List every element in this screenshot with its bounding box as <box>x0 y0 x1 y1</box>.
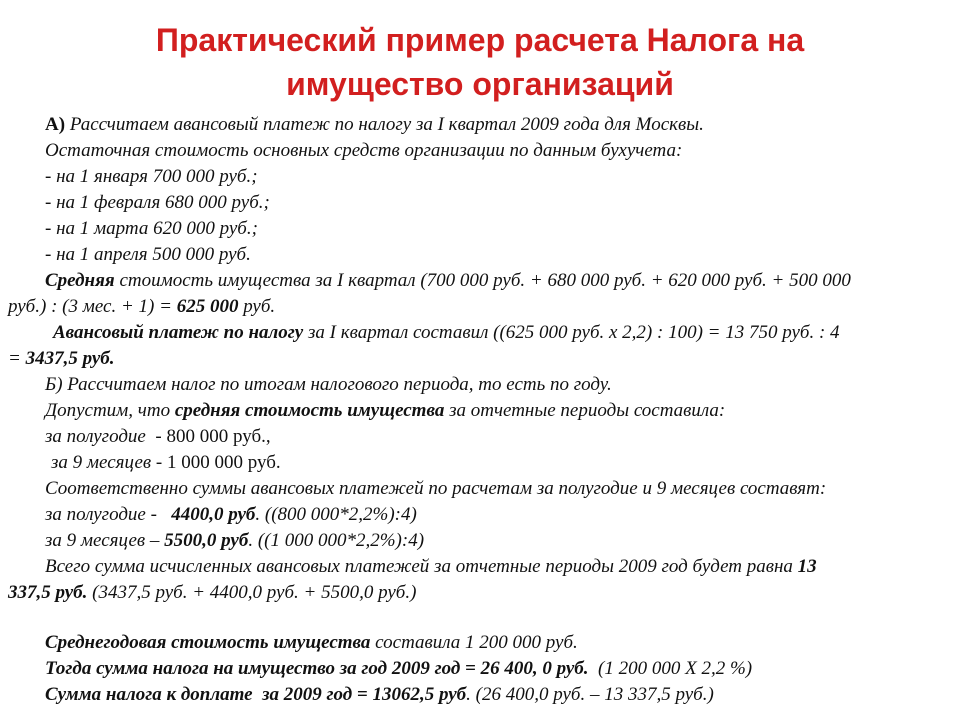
adv-half-line: за полугодие - 4400,0 руб. ((800 000*2,2%):4) <box>45 504 417 525</box>
total-line-2: 337,5 руб. (3437,5 руб. + 4400,0 руб. + 5500,0 руб.) <box>8 582 417 603</box>
half-year-line: за полугодие - 800 000 руб., <box>45 426 271 447</box>
slide-title-line-2: имущество организаций <box>286 66 674 102</box>
advance-line-2: = 3437,5 руб. <box>8 348 115 369</box>
date-line: - на 1 января 700 000 руб.; <box>45 166 258 187</box>
section-a-intro: А) Рассчитаем авансовый платеж по налогу за I квартал 2009 года для Москвы. <box>45 114 704 135</box>
annual-average-line: Среднегодовая стоимость имущества составила 1 200 000 руб. <box>45 632 578 653</box>
slide-title <box>0 18 960 106</box>
slide-title-line-1: Практический пример расчета Налога на <box>155 22 805 58</box>
slide-body <box>8 112 952 708</box>
extra-payment-line: Сумма налога к доплате за 2009 год = 13062,5 руб. (26 400,0 руб. – 13 337,5 руб.) <box>45 684 714 705</box>
average-line-1: Средняя стоимость имущества за I квартал (700 000 руб. + 680 000 руб. + 620 000 руб. + 500 000 <box>45 270 851 291</box>
annual-tax-line: Тогда сумма налога на имущество за год 2009 год = 26 400, 0 руб. (1 200 000 Х 2,2 %) <box>45 658 753 679</box>
average-line-2: руб.) : (3 мес. + 1) = 625 000 руб. <box>8 296 276 317</box>
advance-intro: Соответственно суммы авансовых платежей по расчетам за полугодие и 9 месяцев составят: <box>45 478 827 499</box>
date-line: - на 1 февраля 680 000 руб.; <box>45 192 270 213</box>
nine-months-line: за 9 месяцев - 1 000 000 руб. <box>51 452 281 473</box>
assume-line: Допустим, что средняя стоимость имущества за отчетные периоды составила: <box>45 400 726 421</box>
residual-intro: Остаточная стоимость основных средств организации по данным бухучета: <box>45 140 683 161</box>
advance-line-1: Авансовый платеж по налогу за I квартал составил ((625 000 руб. х 2,2) : 100) = 13 750 руб. : 4 <box>53 322 840 343</box>
spacer <box>8 606 952 630</box>
adv-nine-line: за 9 месяцев – 5500,0 руб. ((1 000 000*2,2%):4) <box>45 530 425 551</box>
total-line-1: Всего сумма исчисленных авансовых платежей за отчетные периоды 2009 год будет равна 13 <box>45 556 817 577</box>
date-line: - на 1 марта 620 000 руб.; <box>45 218 258 239</box>
date-line: - на 1 апреля 500 000 руб. <box>45 244 251 265</box>
section-b-intro: Б) Рассчитаем налог по итогам налогового периода, то есть по году. <box>45 374 612 395</box>
